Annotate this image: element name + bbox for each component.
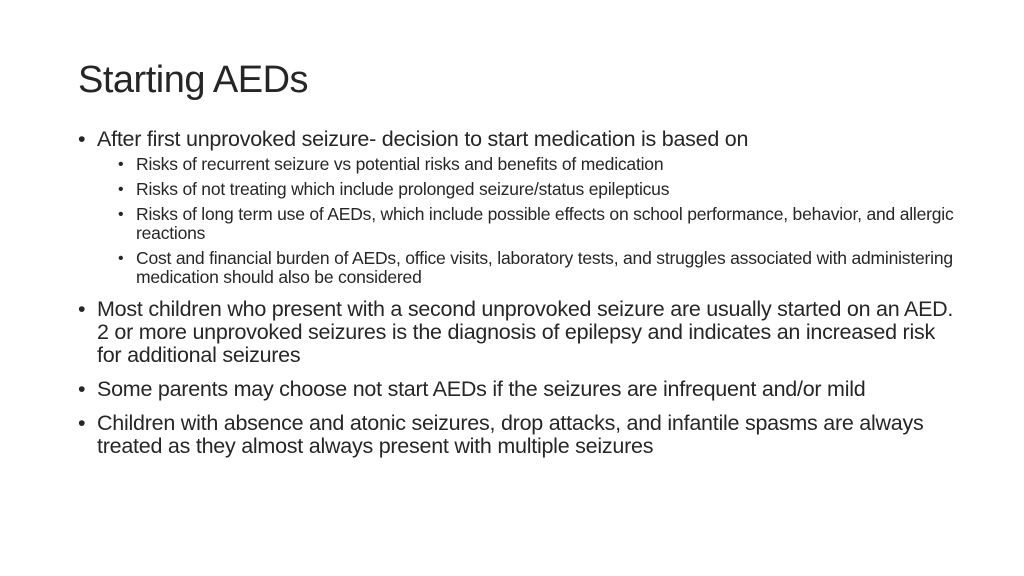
bullet-text: Most children who present with a second unprovoked seizure are usually started on an AED. 2 or more unprovoked seizures is the diagnosis of epilepsy and indicates an increased risk for additional seizures: [97, 297, 954, 367]
sub-bullet-text: Risks of long term use of AEDs, which include possible effects on school performance, behavior, and allergic reactions: [136, 204, 954, 243]
bullet-item: [78, 412, 958, 458]
bullet-item: [78, 378, 958, 401]
slide-title: Starting AEDs: [78, 59, 309, 101]
bullet-dot-icon: •: [118, 206, 124, 223]
bullet-dot-icon: •: [118, 181, 124, 198]
sub-bullet-item: [116, 249, 958, 287]
bullet-text: Children with absence and atonic seizures, drop attacks, and infantile spasms are always treated as they almost always present with multiple seizures: [97, 411, 924, 458]
bullet-list: [78, 128, 958, 469]
bullet-text: Some parents may choose not start AEDs if the seizures are infrequent and/or mild: [97, 377, 866, 401]
bullet-text: After first unprovoked seizure- decision to start medication is based on: [97, 127, 749, 151]
sub-bullet-text: Cost and financial burden of AEDs, office visits, laboratory tests, and struggles associated with administering medication should also be considered: [136, 248, 953, 287]
sub-bullet-item: [116, 205, 958, 243]
bullet-item: [78, 298, 958, 367]
sub-bullet-item: [116, 155, 958, 174]
bullet-dot-icon: •: [118, 156, 124, 173]
sub-bullet-item: [116, 180, 958, 199]
bullet-dot-icon: •: [118, 250, 124, 267]
bullet-item: [78, 128, 958, 287]
sub-bullet-text: Risks of recurrent seizure vs potential risks and benefits of medication: [136, 154, 664, 174]
sub-bullet-text: Risks of not treating which include prolonged seizure/status epilepticus: [136, 179, 670, 199]
sub-bullet-list: [97, 155, 958, 287]
bullet-dot-icon: •: [78, 127, 86, 151]
bullet-dot-icon: •: [78, 297, 86, 321]
bullet-dot-icon: •: [78, 411, 86, 435]
bullet-dot-icon: •: [78, 377, 86, 401]
